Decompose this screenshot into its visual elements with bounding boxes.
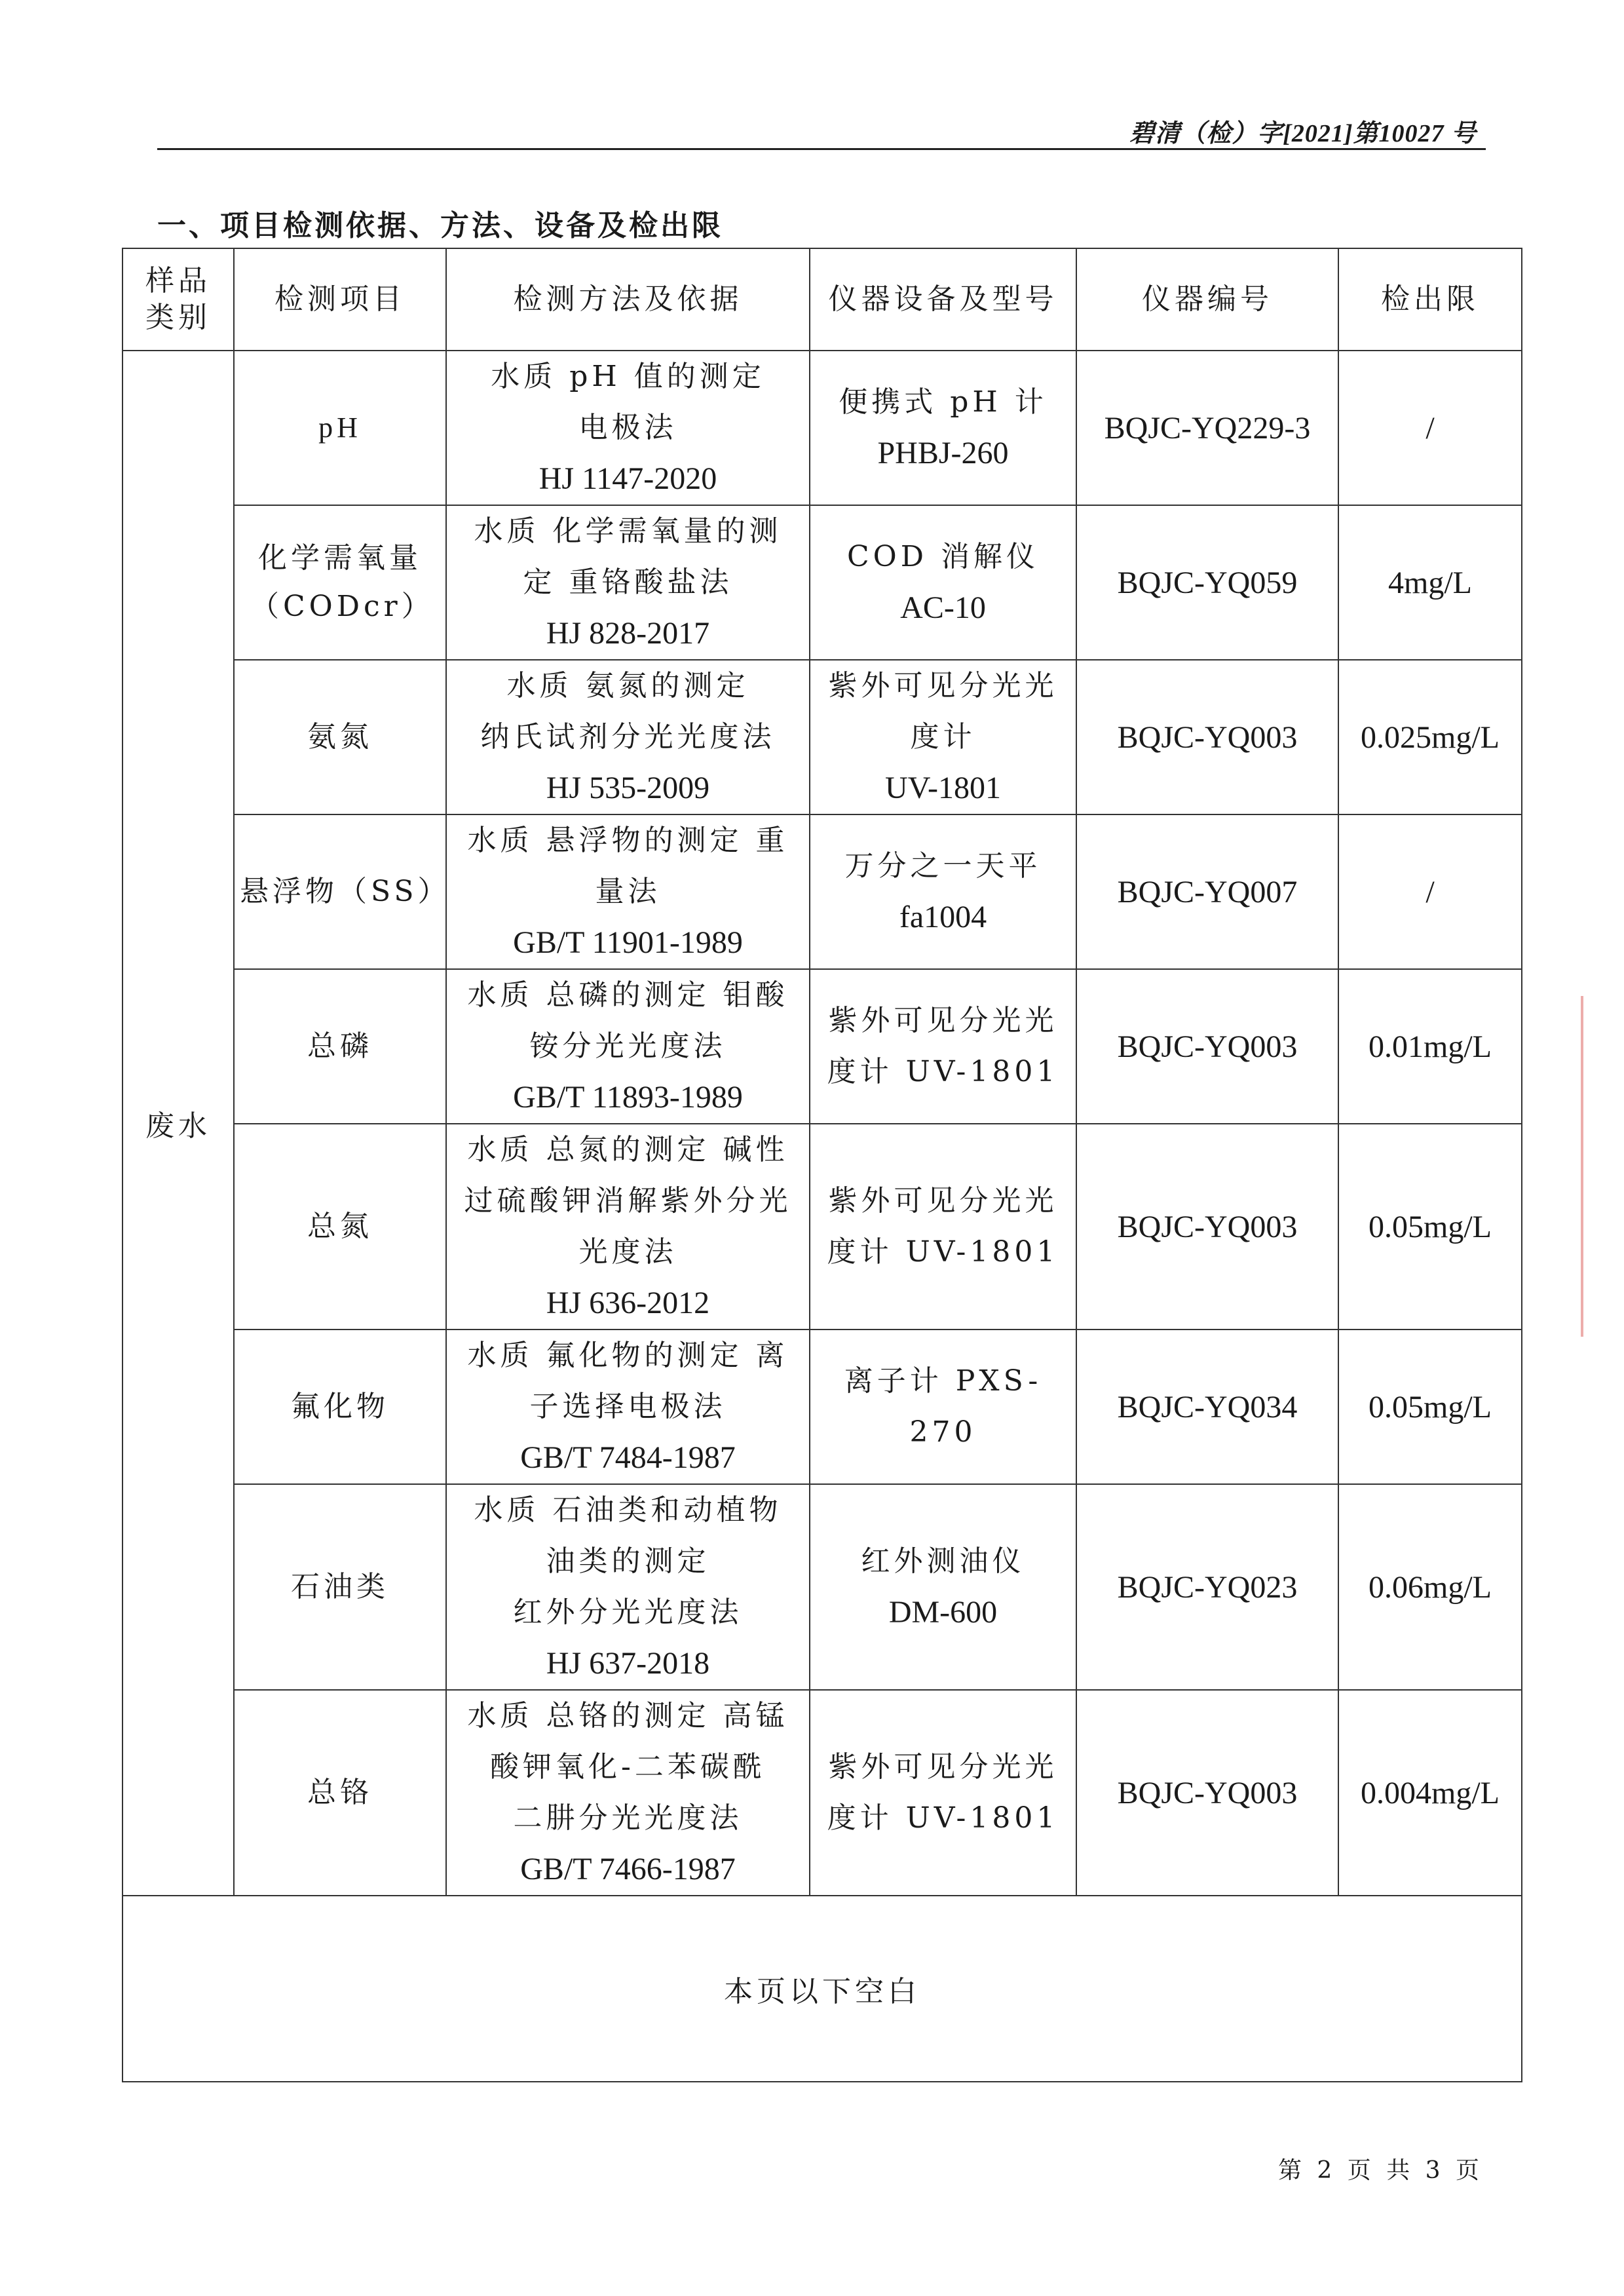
equipment-line: COD 消解仪 — [846, 540, 1039, 573]
detection-limit: 0.004mg/L — [1338, 1690, 1522, 1896]
method-line: 纳氏试剂分光光度法 — [480, 720, 776, 754]
method-line: 水质 氨氮的测定 — [506, 669, 749, 702]
table-row — [123, 814, 1522, 969]
instrument-code: BQJC-YQ007 — [1076, 814, 1338, 969]
equipment — [810, 969, 1076, 1124]
col-header-method: 检测方法及依据 — [446, 248, 810, 351]
instrument-code: BQJC-YQ059 — [1076, 505, 1338, 660]
table-row — [123, 505, 1522, 660]
equipment — [810, 1330, 1076, 1484]
instrument-code: BQJC-YQ229-3 — [1076, 351, 1338, 505]
equipment-line: 紫外可见分光光 — [828, 1184, 1058, 1217]
method-line: 酸钾氧化-二苯碳酰 — [490, 1750, 766, 1784]
col-header-item: 检测项目 — [234, 248, 446, 351]
equipment-line: PHBJ-260 — [877, 436, 1009, 470]
equipment-line: 红外测油仪 — [861, 1544, 1025, 1578]
detection-method — [446, 1330, 810, 1484]
method-line: 铵分光光度法 — [529, 1029, 727, 1063]
table-row — [123, 1690, 1522, 1896]
col-header-limit: 检出限 — [1338, 248, 1522, 351]
detection-limit: 0.025mg/L — [1338, 660, 1522, 814]
equipment — [810, 1690, 1076, 1896]
red-seal-stamp — [1581, 996, 1624, 1337]
equipment-line: fa1004 — [899, 900, 987, 934]
equipment-line: 离子计 PXS-270 — [844, 1364, 1042, 1449]
equipment — [810, 1484, 1076, 1690]
table-row — [123, 660, 1522, 814]
equipment — [810, 660, 1076, 814]
detection-item: 石油类 — [234, 1484, 446, 1690]
method-line: 水质 总氮的测定 碱性 — [467, 1133, 789, 1166]
detection-item: pH — [234, 351, 446, 505]
detection-limit: 0.06mg/L — [1338, 1484, 1522, 1690]
detection-limit: / — [1338, 351, 1522, 505]
method-line: 水质 石油类和动植物 — [474, 1493, 782, 1527]
method-line: 红外分光光度法 — [513, 1596, 743, 1629]
detection-item: 总氮 — [234, 1124, 446, 1330]
blank-below-note: 本页以下空白 — [123, 1896, 1522, 2082]
instrument-code: BQJC-YQ003 — [1076, 1124, 1338, 1330]
method-line: 过硫酸钾消解紫外分光 — [464, 1184, 792, 1217]
equipment-line: 紫外可见分光光 — [828, 669, 1058, 702]
method-line: 油类的测定 — [546, 1544, 710, 1578]
method-standard: GB/T 7484-1987 — [520, 1440, 736, 1475]
detection-method — [446, 1690, 810, 1896]
detection-item: 氨氮 — [234, 660, 446, 814]
sample-category: 废水 — [123, 351, 234, 1896]
detection-limit: 0.05mg/L — [1338, 1124, 1522, 1330]
detection-method — [446, 1124, 810, 1330]
detection-method — [446, 351, 810, 505]
col-header-equipment: 仪器设备及型号 — [810, 248, 1076, 351]
detection-table — [122, 248, 1522, 2082]
section-title: 一、项目检测依据、方法、设备及检出限 — [157, 209, 723, 242]
table-row — [123, 351, 1522, 505]
method-line: 水质 pH 值的测定 — [491, 360, 765, 393]
detection-limit: 0.01mg/L — [1338, 969, 1522, 1124]
equipment-line: 紫外可见分光光 — [828, 1004, 1058, 1037]
detection-item: 氟化物 — [234, 1330, 446, 1484]
equipment-line: 度计 UV-1801 — [827, 1055, 1059, 1088]
equipment-line: 万分之一天平 — [844, 849, 1042, 883]
detection-method — [446, 505, 810, 660]
detection-item: 化学需氧量（CODcr） — [234, 505, 446, 660]
equipment — [810, 351, 1076, 505]
method-line: 二肼分光光度法 — [513, 1801, 743, 1835]
method-line: 定 重铬酸盐法 — [523, 565, 733, 599]
method-standard: HJ 535-2009 — [546, 771, 710, 805]
method-line: 水质 悬浮物的测定 重 — [467, 824, 789, 857]
detection-limit: 4mg/L — [1338, 505, 1522, 660]
instrument-code: BQJC-YQ023 — [1076, 1484, 1338, 1690]
detection-method — [446, 969, 810, 1124]
equipment-line: 便携式 pH 计 — [839, 385, 1048, 419]
detection-method — [446, 814, 810, 969]
detection-item: 总磷 — [234, 969, 446, 1124]
equipment — [810, 505, 1076, 660]
table-row — [123, 1484, 1522, 1690]
detection-item: 悬浮物（SS） — [234, 814, 446, 969]
table-row — [123, 969, 1522, 1124]
col-header-category: 样品类别 — [123, 248, 234, 351]
equipment — [810, 814, 1076, 969]
header-rule — [157, 148, 1486, 150]
equipment-line: 度计 UV-1801 — [827, 1235, 1059, 1269]
method-standard: HJ 636-2012 — [546, 1286, 710, 1320]
equipment — [810, 1124, 1076, 1330]
equipment-line: DM-600 — [888, 1595, 998, 1630]
method-line: 水质 总磷的测定 钼酸 — [467, 978, 789, 1012]
report-ref-number: 碧清（检）字[2021]第10027 号 — [1129, 120, 1477, 147]
equipment-line: UV-1801 — [885, 771, 1001, 805]
instrument-code: BQJC-YQ003 — [1076, 969, 1338, 1124]
method-line: 水质 化学需氧量的测 — [474, 514, 782, 548]
method-line: 量法 — [595, 875, 661, 908]
equipment-line: 度计 UV-1801 — [827, 1801, 1059, 1835]
table-note-row — [123, 1896, 1522, 2082]
method-standard: GB/T 11893-1989 — [513, 1080, 743, 1115]
method-standard: HJ 1147-2020 — [538, 461, 717, 496]
instrument-code: BQJC-YQ034 — [1076, 1330, 1338, 1484]
equipment-line: AC-10 — [900, 590, 986, 625]
method-standard: GB/T 11901-1989 — [513, 925, 743, 960]
equipment-line: 紫外可见分光光 — [828, 1750, 1058, 1784]
method-standard: HJ 828-2017 — [546, 616, 710, 651]
table-header-row — [123, 248, 1522, 351]
method-line: 水质 总铬的测定 高锰 — [467, 1699, 789, 1732]
method-standard: HJ 637-2018 — [546, 1646, 710, 1681]
table-row — [123, 1124, 1522, 1330]
detection-item: 总铬 — [234, 1690, 446, 1896]
page-number: 第 2 页 共 3 页 — [1277, 2157, 1483, 2184]
detection-method — [446, 660, 810, 814]
detection-method — [446, 1484, 810, 1690]
table-row — [123, 1330, 1522, 1484]
instrument-code: BQJC-YQ003 — [1076, 660, 1338, 814]
equipment-line: 度计 — [910, 720, 976, 754]
instrument-code: BQJC-YQ003 — [1076, 1690, 1338, 1896]
detection-limit: 0.05mg/L — [1338, 1330, 1522, 1484]
method-line: 光度法 — [578, 1235, 677, 1269]
method-standard: GB/T 7466-1987 — [520, 1852, 736, 1886]
col-header-code: 仪器编号 — [1076, 248, 1338, 351]
detection-limit: / — [1338, 814, 1522, 969]
method-line: 子选择电极法 — [529, 1390, 727, 1423]
method-line: 水质 氟化物的测定 离 — [467, 1339, 789, 1372]
method-line: 电极法 — [578, 411, 677, 444]
